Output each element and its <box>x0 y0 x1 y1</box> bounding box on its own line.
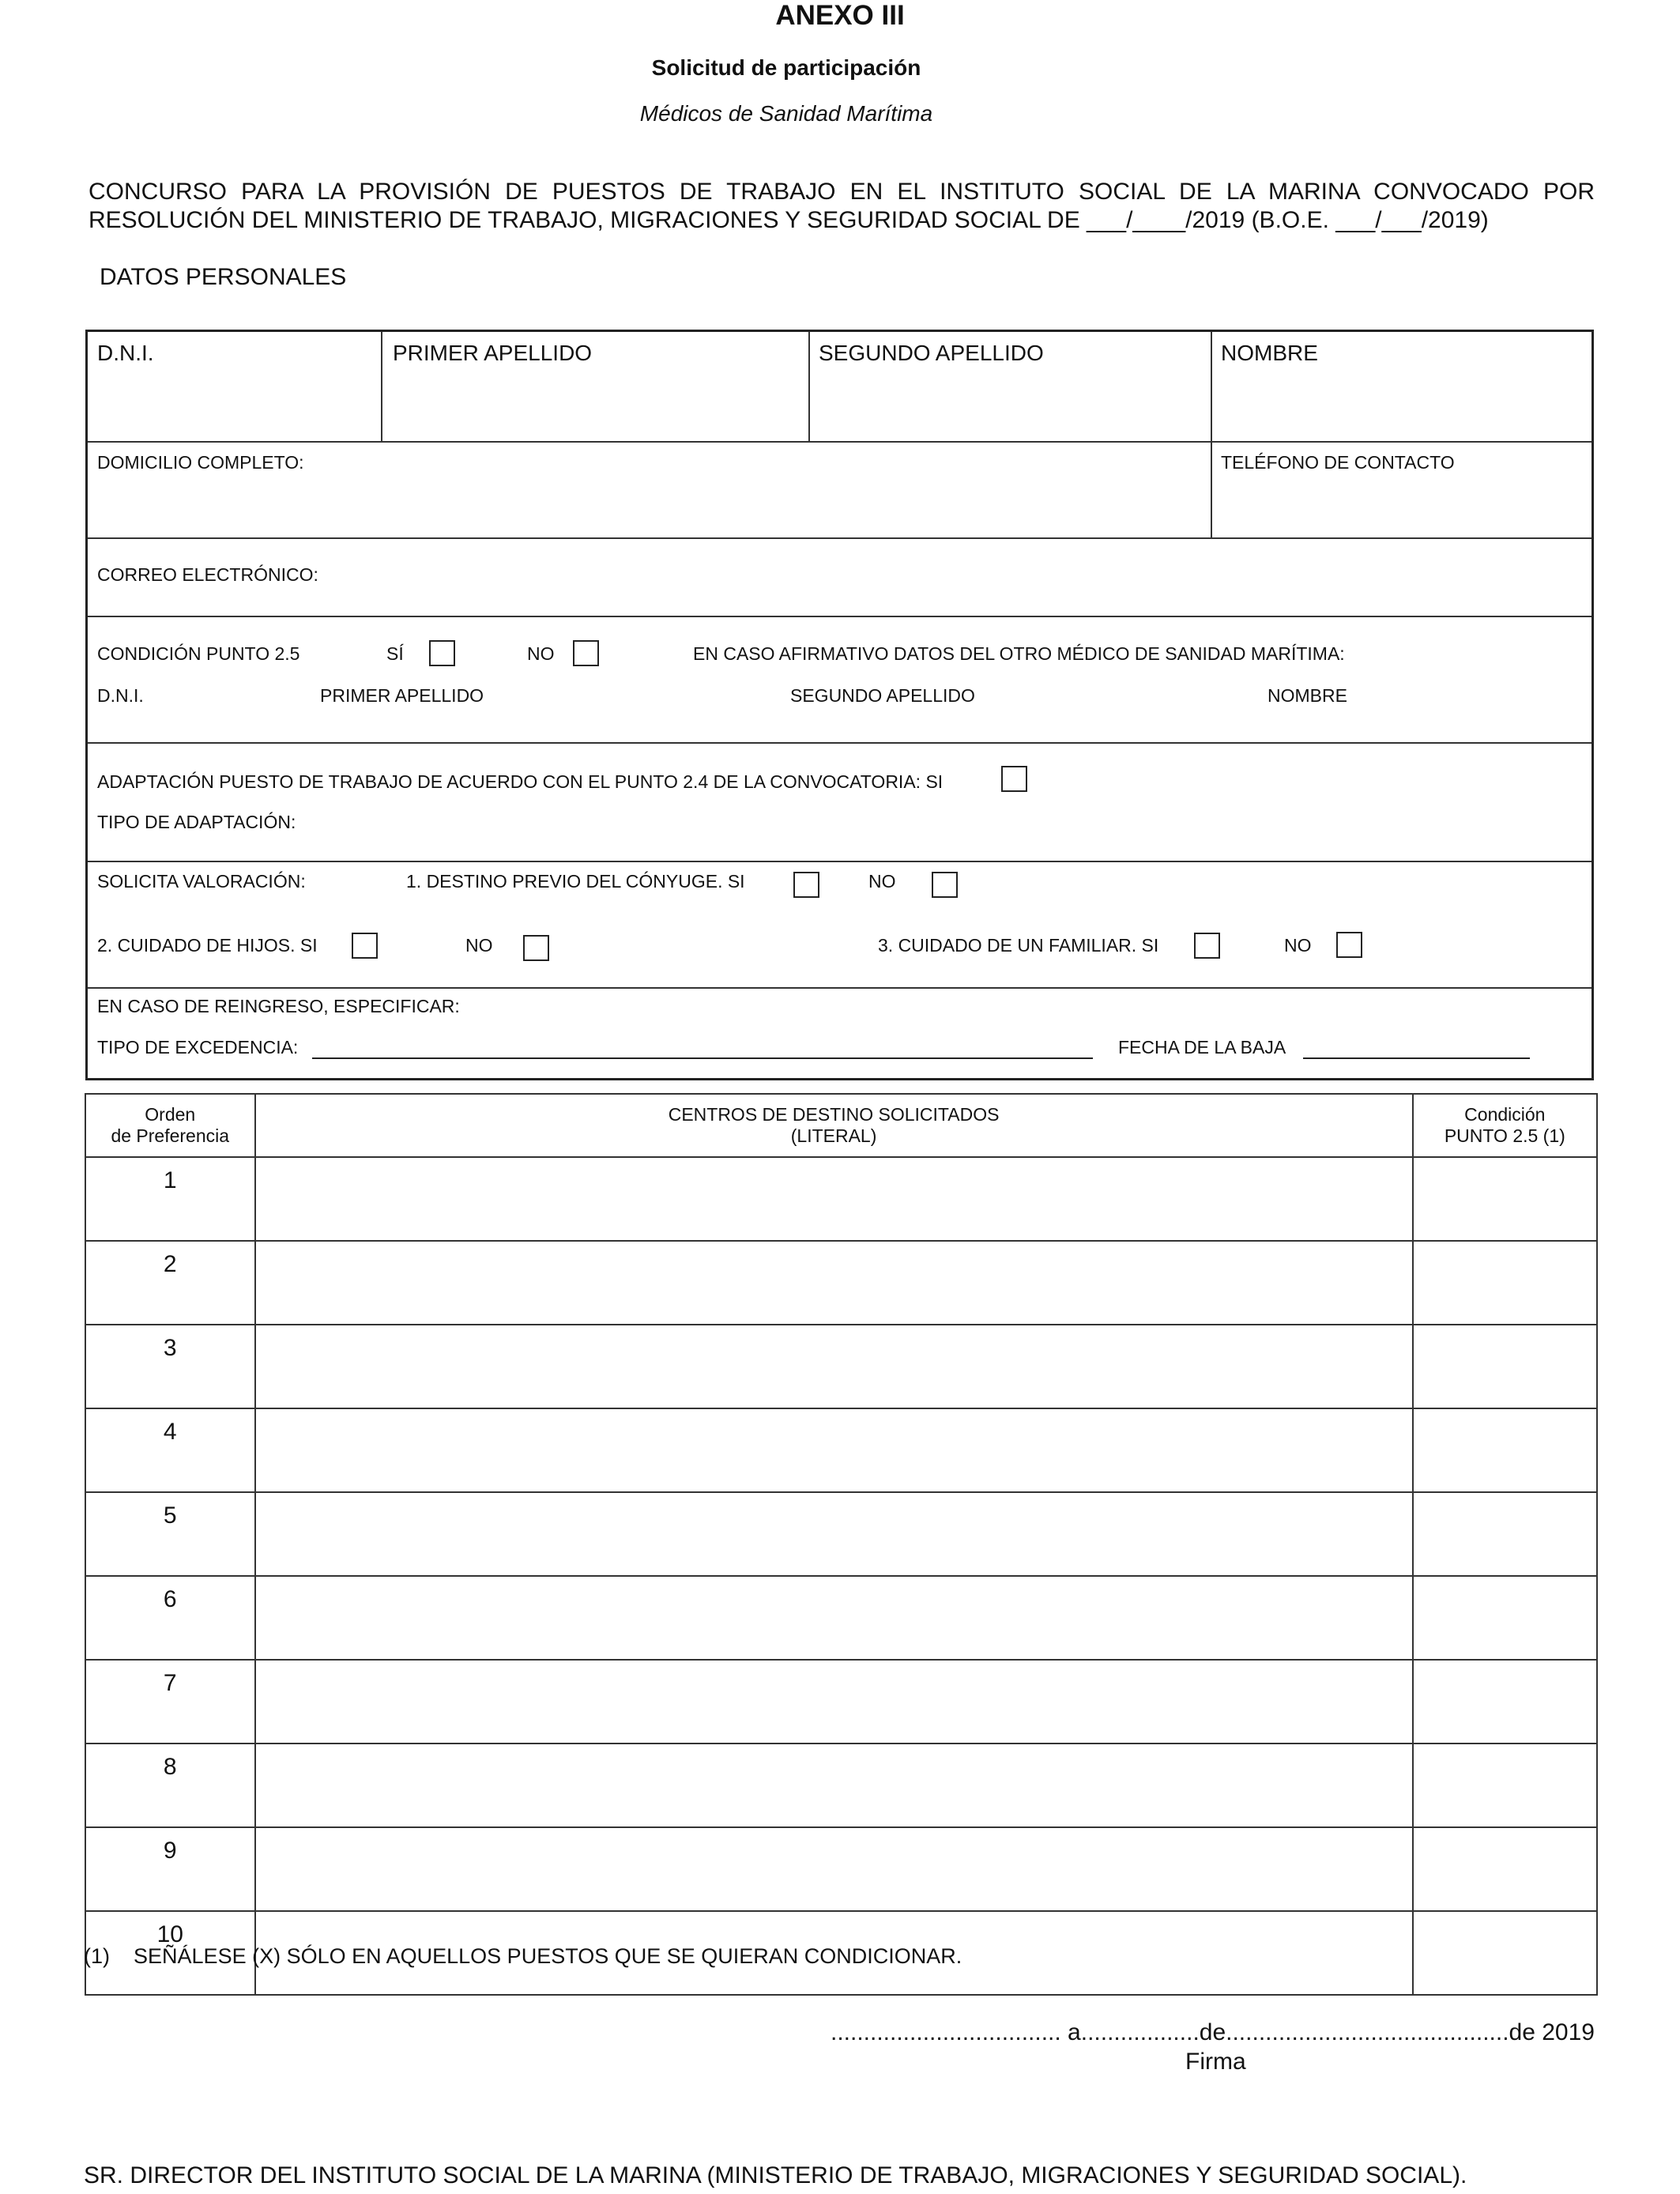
signature-label: Firma <box>1185 2049 1246 2075</box>
condition-column-header <box>1413 1094 1597 1157</box>
adaptation-yes-checkbox[interactable] <box>1001 766 1027 792</box>
other-first-surname-field[interactable]: PRIMER APELLIDO <box>320 685 484 706</box>
centers-header-line2: (LITERAL) <box>790 1125 877 1146</box>
family-care-no-checkbox[interactable] <box>1336 932 1362 958</box>
table-row <box>85 1241 1597 1325</box>
other-name-field[interactable]: NOMBRE <box>1268 685 1347 706</box>
condition-cell[interactable] <box>1413 1325 1597 1408</box>
spouse-yes-checkbox[interactable] <box>793 872 819 898</box>
table-row <box>85 1744 1597 1827</box>
condition-yes-label: SÍ <box>386 643 404 664</box>
destinations-table <box>85 1093 1598 1996</box>
condition-no-label: NO <box>527 643 555 664</box>
spouse-no-checkbox[interactable] <box>932 872 958 898</box>
leave-type-label: TIPO DE EXCEDENCIA: <box>97 1037 299 1057</box>
first-surname-field[interactable]: PRIMER APELLIDO <box>393 341 593 365</box>
order-number: 4 <box>85 1408 255 1492</box>
condition-cell[interactable] <box>1413 1911 1597 1995</box>
centers-column-header <box>255 1094 1413 1157</box>
table-row <box>85 1660 1597 1744</box>
childcare-label: 2. CUIDADO DE HIJOS. SI <box>97 935 318 956</box>
order-number: 3 <box>85 1325 255 1408</box>
form-subtitle: Solicitud de participación <box>651 55 921 80</box>
condition-cell[interactable] <box>1413 1827 1597 1911</box>
addressee: SR. DIRECTOR DEL INSTITUTO SOCIAL DE LA MARINA (MINISTERIO DE TRABAJO, MIGRACIONES Y SEGURIDAD SOCIAL). <box>84 2162 1467 2188</box>
divider <box>88 537 1591 539</box>
footnote-text: SEÑÁLESE (X) SÓLO EN AQUELLOS PUESTOS QUE SE QUIERAN CONDICIONAR. <box>134 1944 962 1968</box>
condition-cell[interactable] <box>1413 1744 1597 1827</box>
center-cell[interactable] <box>255 1241 1413 1325</box>
center-cell[interactable] <box>255 1492 1413 1576</box>
condition-label: CONDICIÓN PUNTO 2.5 <box>97 643 300 664</box>
order-column-header <box>85 1094 255 1157</box>
family-care-yes-checkbox[interactable] <box>1194 933 1220 959</box>
valuation-label: SOLICITA VALORACIÓN: <box>97 871 306 892</box>
email-field[interactable]: CORREO ELECTRÓNICO: <box>97 564 318 585</box>
reentry-label: EN CASO DE REINGRESO, ESPECIFICAR: <box>97 996 460 1016</box>
center-cell[interactable] <box>255 1325 1413 1408</box>
divider <box>88 441 1591 443</box>
order-number: 1 <box>85 1157 255 1241</box>
order-number: 9 <box>85 1827 255 1911</box>
condition-header-line1: Condición <box>1464 1104 1546 1125</box>
form-category: Médicos de Sanidad Marítima <box>639 101 933 126</box>
order-number: 7 <box>85 1660 255 1744</box>
table-row <box>85 1576 1597 1660</box>
table-row <box>85 1827 1597 1911</box>
center-cell[interactable] <box>255 1576 1413 1660</box>
center-cell[interactable] <box>255 1827 1413 1911</box>
condition-cell[interactable] <box>1413 1660 1597 1744</box>
footnote-number: (1) <box>84 1944 110 1968</box>
order-number: 6 <box>85 1576 255 1660</box>
other-second-surname-field[interactable]: SEGUNDO APELLIDO <box>790 685 975 706</box>
other-doctor-label: EN CASO AFIRMATIVO DATOS DEL OTRO MÉDICO DE SANIDAD MARÍTIMA: <box>693 643 1345 664</box>
divider <box>88 742 1591 744</box>
contest-description: CONCURSO PARA LA PROVISIÓN DE PUESTOS DE TRABAJO EN EL INSTITUTO SOCIAL DE LA MARINA CONVOCADO POR RESOLUCIÓN DEL MINISTERIO DE TRABAJO, MIGRACIONES Y SEGURIDAD SOCIAL DE ___/____/2019 (B.O.E. ___/___/2019) <box>89 179 1595 233</box>
table-row <box>85 1408 1597 1492</box>
condition-cell[interactable] <box>1413 1241 1597 1325</box>
table-header-row <box>85 1094 1597 1157</box>
divider <box>88 861 1591 862</box>
personal-data-box <box>85 330 1594 1080</box>
condition-no-checkbox[interactable] <box>573 640 599 666</box>
order-header-line1: Orden <box>145 1104 196 1125</box>
center-cell[interactable] <box>255 1157 1413 1241</box>
divider <box>88 616 1591 617</box>
adaptation-type-field[interactable]: TIPO DE ADAPTACIÓN: <box>97 812 296 832</box>
order-number: 5 <box>85 1492 255 1576</box>
name-field[interactable]: NOMBRE <box>1221 341 1318 365</box>
order-number: 10 <box>85 1911 255 1995</box>
spouse-destination-label: 1. DESTINO PREVIO DEL CÓNYUGE. SI <box>406 871 745 892</box>
condition-cell[interactable] <box>1413 1492 1597 1576</box>
childcare-no-checkbox[interactable] <box>523 935 549 961</box>
divider <box>381 332 382 441</box>
condition-yes-checkbox[interactable] <box>429 640 455 666</box>
phone-field[interactable]: TELÉFONO DE CONTACTO <box>1221 452 1455 473</box>
divider <box>1211 332 1212 537</box>
second-surname-field[interactable]: SEGUNDO APELLIDO <box>819 341 1044 365</box>
table-row <box>85 1492 1597 1576</box>
center-cell[interactable] <box>255 1660 1413 1744</box>
center-cell[interactable] <box>255 1744 1413 1827</box>
leave-date-line[interactable] <box>1303 1057 1530 1059</box>
family-care-no-label: NO <box>1284 935 1312 956</box>
address-field[interactable]: DOMICILIO COMPLETO: <box>97 452 304 473</box>
section-heading: DATOS PERSONALES <box>100 264 347 290</box>
table-row <box>85 1325 1597 1408</box>
centers-header-line1: CENTROS DE DESTINO SOLICITADOS <box>668 1104 1000 1125</box>
childcare-yes-checkbox[interactable] <box>352 933 378 959</box>
center-cell[interactable] <box>255 1408 1413 1492</box>
condition-cell[interactable] <box>1413 1576 1597 1660</box>
condition-cell[interactable] <box>1413 1157 1597 1241</box>
order-number: 2 <box>85 1241 255 1325</box>
childcare-no-label: NO <box>465 935 493 956</box>
date-signature-line[interactable]: ................................... a..................de...........................................de 2019 <box>831 2019 1595 2045</box>
divider <box>88 987 1591 989</box>
order-header-line2: de Preferencia <box>111 1125 230 1146</box>
divider <box>808 332 810 441</box>
other-dni-field[interactable]: D.N.I. <box>97 685 144 706</box>
order-number: 8 <box>85 1744 255 1827</box>
leave-type-line[interactable] <box>312 1057 1093 1059</box>
footnote <box>84 1944 962 1969</box>
dni-field[interactable]: D.N.I. <box>97 341 154 365</box>
spouse-no-label: NO <box>868 871 896 892</box>
family-care-label: 3. CUIDADO DE UN FAMILIAR. SI <box>878 935 1159 956</box>
table-row <box>85 1157 1597 1241</box>
condition-header-line2: PUNTO 2.5 (1) <box>1444 1125 1565 1146</box>
page-title: ANEXO III <box>775 0 905 31</box>
leave-date-label: FECHA DE LA BAJA <box>1118 1037 1286 1057</box>
adaptation-label: ADAPTACIÓN PUESTO DE TRABAJO DE ACUERDO CON EL PUNTO 2.4 DE LA CONVOCATORIA: SI <box>97 771 944 792</box>
condition-cell[interactable] <box>1413 1408 1597 1492</box>
